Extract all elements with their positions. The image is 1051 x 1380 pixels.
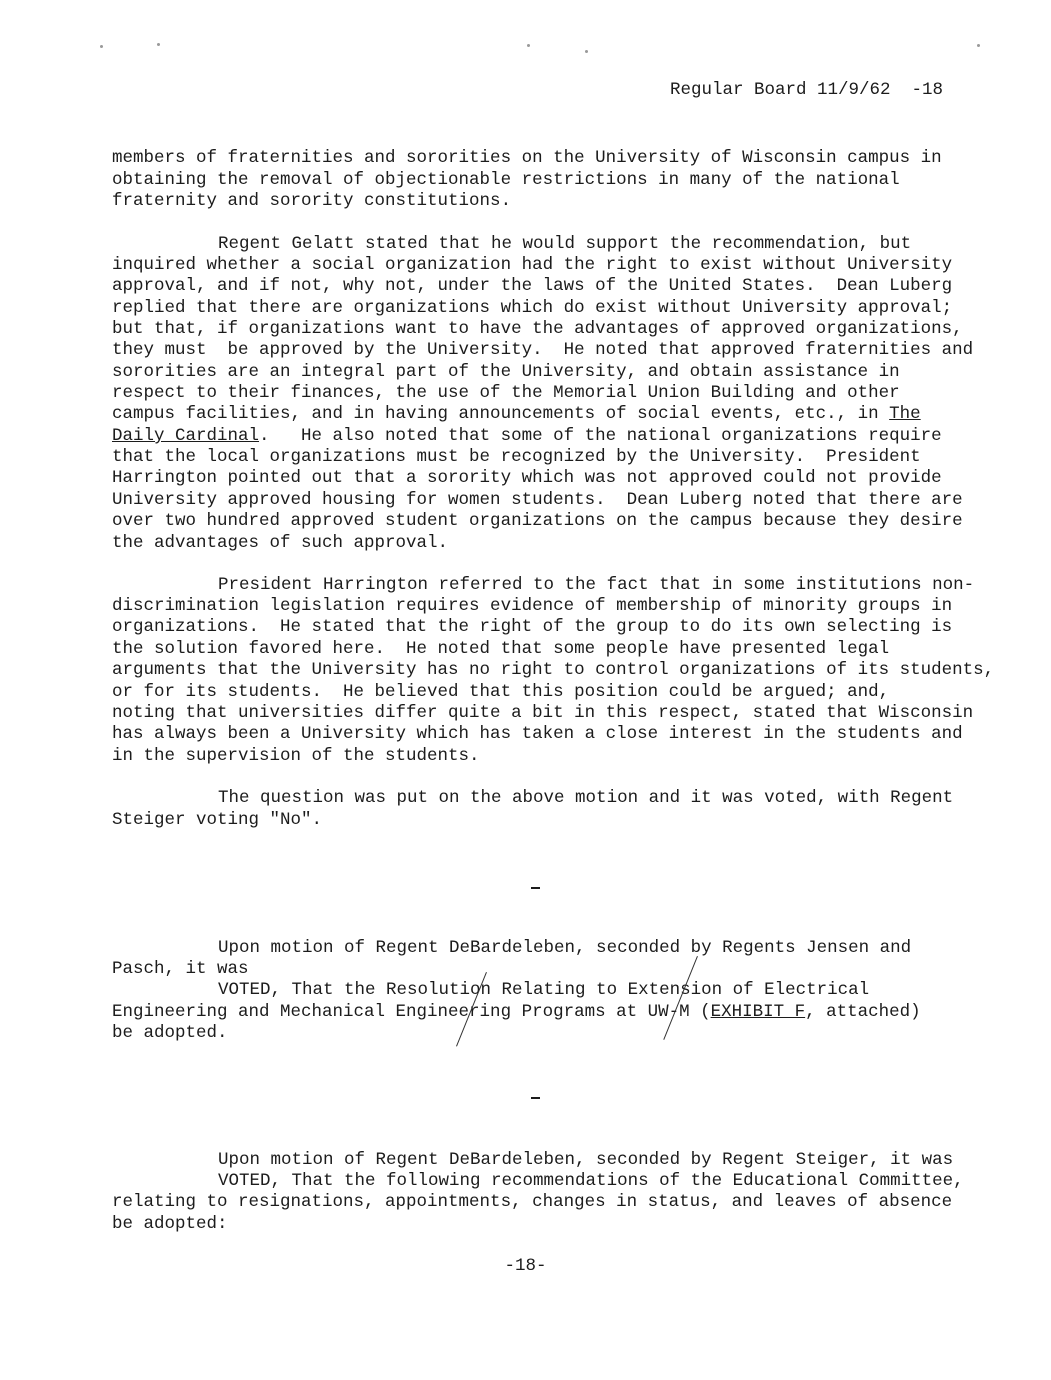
voted-line: VOTED, That the Resolution Relating to Extension of Electrical	[218, 980, 870, 1000]
paragraph-text: . He also noted that some of the national organizations require	[259, 426, 942, 446]
paragraph-line: Steiger voting "No".	[112, 810, 323, 830]
paragraph-line	[112, 404, 921, 425]
paragraph-text: Engineering and Mechanical Engineering Programs at UW-M (	[112, 1002, 711, 1022]
paragraph-text: campus facilities, and in having announcements of social events, etc., in	[112, 404, 890, 424]
paragraph-line: obtaining the removal of objectionable restrictions in many of the national	[112, 170, 900, 190]
paragraph-line: sororities are an integral part of the University, and obtain assistance in	[112, 362, 900, 382]
scan-speck	[585, 50, 588, 53]
paragraph-text: , attached)	[805, 1002, 921, 1022]
paragraph-line: in the supervision of the students.	[112, 746, 480, 766]
paragraph-line: be adopted.	[112, 1023, 228, 1043]
paragraph-line: Pasch, it was	[112, 959, 249, 979]
page-header: Regular Board 11/9/62 -18	[669, 80, 943, 100]
paragraph-line: they must be approved by the University. He noted that approved fraternities and	[112, 340, 974, 360]
paragraph-line: fraternity and sorority constitutions.	[112, 191, 512, 211]
paragraph-line: or for its students. He believed that this position could be argued; and,	[112, 682, 890, 702]
newspaper-title-part: Daily Cardinal	[112, 426, 260, 446]
paragraph-line: relating to resignations, appointments, changes in status, and leaves of absence	[112, 1192, 953, 1212]
exhibit-reference: EXHIBIT F	[710, 1002, 806, 1022]
paragraph-line: Harrington pointed out that a sorority which was not approved could not provide	[112, 468, 942, 488]
scan-speck	[100, 45, 103, 48]
paragraph-line: organizations. He stated that the right of the group to do its own selecting is	[112, 617, 953, 637]
paragraph-line: noting that universities differ quite a bit in this respect, stated that Wisconsin	[112, 703, 974, 723]
paragraph-line: inquired whether a social organization had the right to exist without University	[112, 255, 953, 275]
paragraph-line: has always been a University which has taken a close interest in the students and	[112, 724, 963, 744]
paragraph-line: members of fraternities and sororities on the University of Wisconsin campus in	[112, 148, 942, 168]
paragraph-line: replied that there are organizations which do exist without University approval;	[112, 298, 953, 318]
paragraph-line	[112, 426, 942, 447]
newspaper-title-part: The	[889, 404, 921, 424]
paragraph-line: Upon motion of Regent DeBardeleben, seconded by Regents Jensen and	[218, 938, 912, 958]
scan-speck	[527, 44, 530, 47]
paragraph-line: that the local organizations must be recognized by the University. President	[112, 447, 921, 467]
paragraph-line: over two hundred approved student organizations on the campus because they desire	[112, 511, 963, 531]
paragraph-line: Regent Gelatt stated that he would support the recommendation, but	[218, 234, 912, 254]
paragraph-line: the advantages of such approval.	[112, 533, 449, 553]
paragraph-line: Upon motion of Regent DeBardeleben, seconded by Regent Steiger, it was	[218, 1150, 954, 1170]
paragraph-line	[112, 1002, 921, 1023]
paragraph-line: but that, if organizations want to have the advantages of approved organizations,	[112, 319, 963, 339]
paragraph-line: respect to their finances, the use of the Memorial Union Building and other	[112, 383, 900, 403]
paragraph-line: the solution favored here. He noted that some people have presented legal	[112, 639, 890, 659]
paragraph-line: The question was put on the above motion and it was voted, with Regent	[218, 788, 954, 808]
paragraph-line: President Harrington referred to the fact that in some institutions non-	[218, 575, 975, 595]
paragraph-line: University approved housing for women students. Dean Luberg noted that there are	[112, 490, 963, 510]
paragraph-line: approval, and if not, why not, under the laws of the United States. Dean Luberg	[112, 276, 953, 296]
section-separator	[531, 1097, 540, 1099]
voted-line: VOTED, That the following recommendations of the Educational Committee,	[218, 1171, 964, 1191]
paragraph-line: be adopted:	[112, 1214, 228, 1234]
paragraph-line: discrimination legislation requires evidence of membership of minority groups in	[112, 596, 953, 616]
scan-speck	[977, 44, 980, 47]
scan-speck	[157, 43, 160, 46]
page-number: -18-	[504, 1256, 547, 1276]
section-separator	[531, 887, 540, 889]
paragraph-line: arguments that the University has no right to control organizations of its students,	[112, 660, 995, 680]
